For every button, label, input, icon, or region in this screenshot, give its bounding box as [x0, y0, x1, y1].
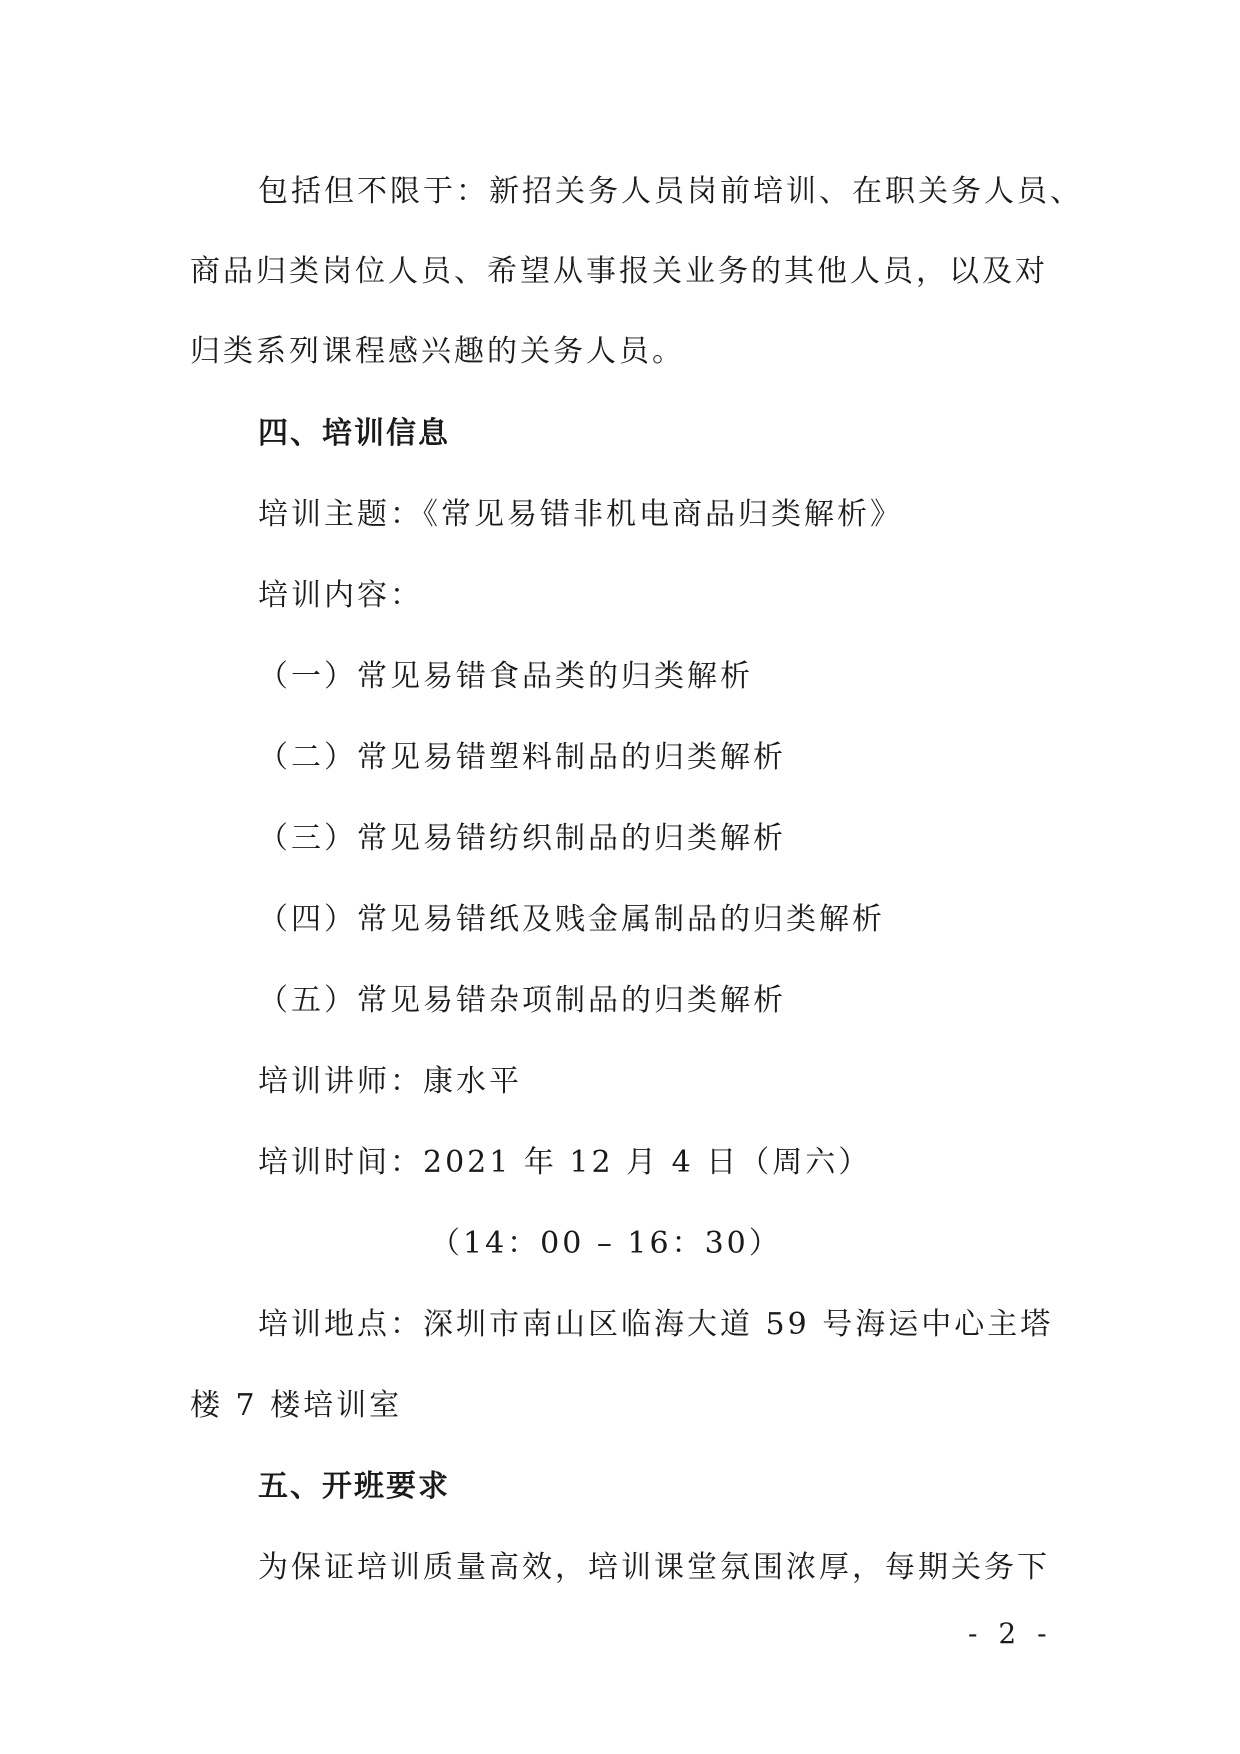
page-number: - 2 -	[968, 1617, 1053, 1650]
section-5-heading: 五、开班要求	[258, 1469, 450, 1504]
training-location-line-2: 楼 7 楼培训室	[190, 1388, 403, 1423]
content-item: （五）常见易错杂项制品的归类解析	[258, 983, 786, 1018]
audience-line-1: 包括但不限于：新招关务人员岗前培训、在职关务人员、	[258, 174, 1083, 209]
audience-line-3: 归类系列课程感兴趣的关务人员。	[190, 334, 685, 369]
section-4-heading: 四、培训信息	[258, 416, 450, 451]
content-item: （二）常见易错塑料制品的归类解析	[258, 740, 786, 775]
training-topic: 培训主题：《常见易错非机电商品归类解析》	[258, 497, 903, 532]
training-content-label: 培训内容：	[258, 578, 423, 613]
content-item: （三）常见易错纺织制品的归类解析	[258, 821, 786, 856]
audience-line-2: 商品归类岗位人员、希望从事报关业务的其他人员，以及对	[190, 254, 1048, 289]
training-lecturer: 培训讲师：康水平	[258, 1064, 522, 1099]
section-5-text-line-1: 为保证培训质量高效，培训课堂氛围浓厚，每期关务下	[258, 1550, 1050, 1585]
content-item: （四）常见易错纸及贱金属制品的归类解析	[258, 902, 885, 937]
training-time-range: （14：00 – 16：30）	[430, 1226, 782, 1261]
content-item: （一）常见易错食品类的归类解析	[258, 659, 753, 694]
training-location-line-1: 培训地点：深圳市南山区临海大道 59 号海运中心主塔	[258, 1307, 1054, 1342]
training-time: 培训时间：2021 年 12 月 4 日（周六）	[258, 1145, 872, 1180]
